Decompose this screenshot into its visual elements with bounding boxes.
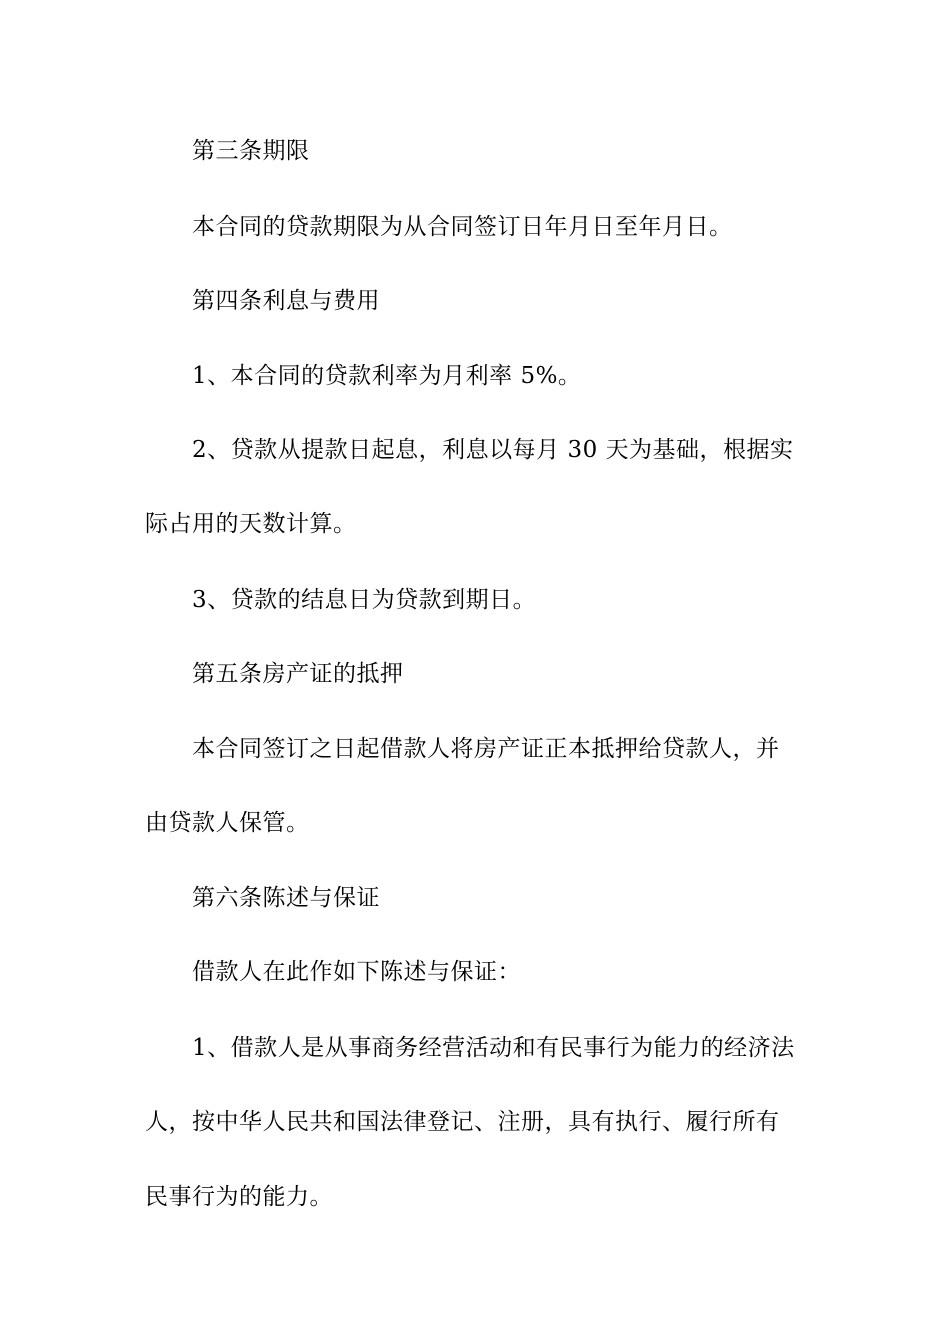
paragraph-mortgage-line-2: 由贷款人保管。 — [145, 810, 310, 836]
paragraph-settlement-date: 3、贷款的结息日为贷款到期日。 — [192, 587, 537, 613]
article-3-heading: 第三条期限 — [192, 138, 310, 164]
article-5-heading: 第五条房产证的抵押 — [192, 661, 404, 687]
paragraph-representation-1-line-2: 人，按中华人民共和国法律登记、注册，具有执行、履行所有 — [145, 1109, 780, 1135]
paragraph-loan-term: 本合同的贷款期限为从合同签订日年月日至年月日。 — [192, 214, 733, 240]
article-4-heading: 第四条利息与费用 — [192, 288, 380, 314]
paragraph-representation-1-line-3: 民事行为的能力。 — [145, 1184, 333, 1210]
paragraph-interest-rate: 1、本合同的贷款利率为月利率 5%。 — [192, 363, 582, 389]
paragraph-mortgage-line-1: 本合同签订之日起借款人将房产证正本抵押给贷款人，并 — [192, 736, 780, 762]
paragraph-interest-accrual-line-2: 际占用的天数计算。 — [145, 511, 357, 537]
paragraph-representations-intro: 借款人在此作如下陈述与保证： — [192, 959, 521, 985]
article-6-heading: 第六条陈述与保证 — [192, 885, 380, 911]
paragraph-representation-1-line-1: 1、借款人是从事商务经营活动和有民事行为能力的经济法 — [192, 1035, 795, 1061]
paragraph-interest-accrual-line-1: 2、贷款从提款日起息，利息以每月 30 天为基础，根据实 — [192, 437, 794, 463]
